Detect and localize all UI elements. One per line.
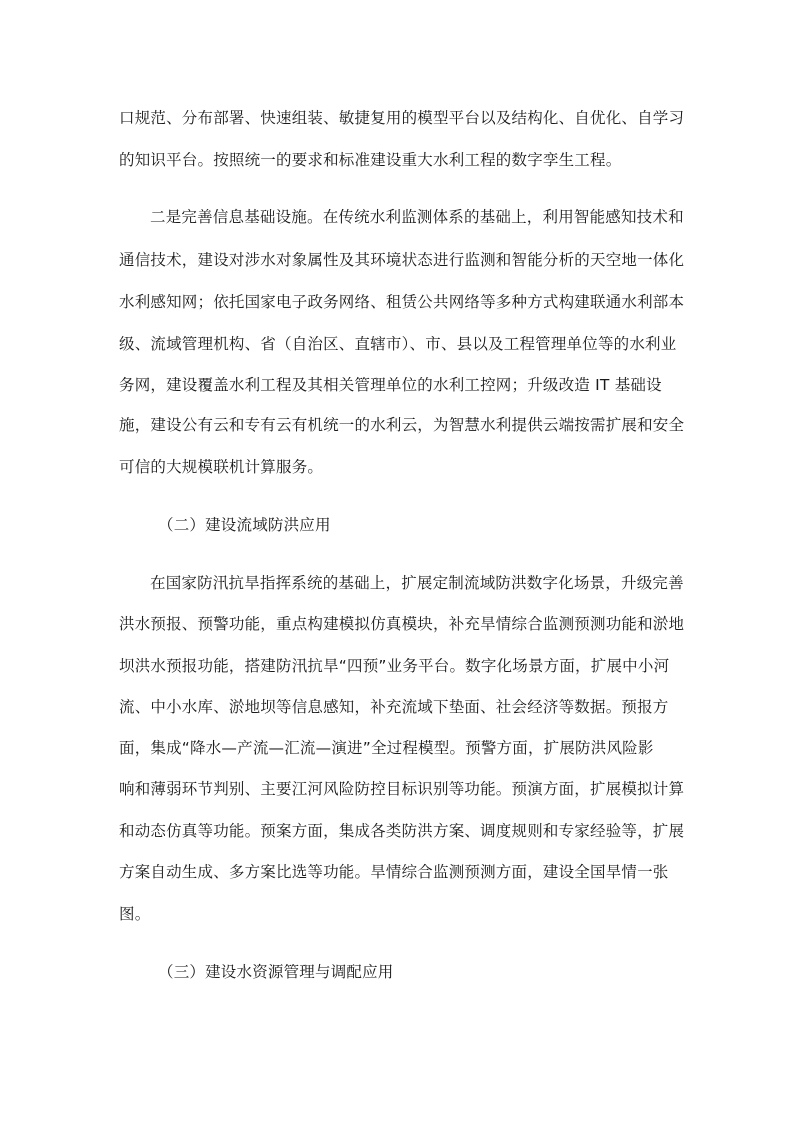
paragraph-line: 务网，建设覆盖水利工程及其相关管理单位的水利工控网；升级改造 IT 基础设: [119, 376, 662, 394]
paragraph-line: 和动态仿真等功能。预案方面，集成各类防洪方案、调度规则和专家经验等，扩展: [119, 822, 685, 840]
section-heading: （三）建设水资源管理与调配应用: [158, 963, 394, 981]
paragraph-line: 洪水预报、预警功能，重点构建模拟仿真模块，补充旱情综合监测预测功能和淤地: [119, 615, 685, 633]
section-heading: （二）建设流域防洪应用: [158, 516, 331, 534]
paragraph-line: 可信的大规模联机计算服务。: [119, 458, 324, 476]
paragraph-line: 级、流域管理机构、省（自治区、直辖市）、市、县以及工程管理单位等的水利业: [119, 335, 677, 353]
paragraph-line: 流、中小水库、淤地坝等信息感知，补充流域下垫面、社会经济等数据。预报方: [119, 698, 669, 716]
paragraph-line: 面，集成“降水—产流—汇流—演进”全过程模型。预警方面，扩展防洪风险影: [119, 739, 654, 757]
paragraph-line: 坝洪水预报功能，搭建防汛抗旱“四预”业务平台。数字化场景方面，扩展中小河: [119, 657, 670, 675]
paragraph-line: 的知识平台。按照统一的要求和标准建设重大水利工程的数字孪生工程。: [119, 151, 622, 169]
paragraph-line: 通信技术，建设对涉水对象属性及其环境状态进行监测和智能分析的天空地一体化: [119, 251, 685, 269]
paragraph-line: 在国家防汛抗旱指挥系统的基础上，扩展定制流域防洪数字化场景，升级完善: [150, 574, 684, 592]
paragraph-line: 施，建设公有云和专有云有机统一的水利云，为智慧水利提供云端按需扩展和安全: [119, 416, 685, 434]
paragraph-line: 口规范、分布部署、快速组装、敏捷复用的模型平台以及结构化、自优化、自学习: [119, 109, 685, 127]
paragraph-line: 水利感知网；依托国家电子政务网络、租赁公共网络等多种方式构建联通水利部本: [119, 293, 685, 311]
paragraph-line: 响和薄弱环节判别、主要江河风险防控目标识别等功能。预演方面，扩展模拟计算: [119, 780, 685, 798]
paragraph-line: 方案自动生成、多方案比选等功能。旱情综合监测预测方面，建设全国旱情一张: [119, 863, 669, 881]
paragraph-line: 图。: [119, 905, 151, 923]
paragraph-line: 二是完善信息基础设施。在传统水利监测体系的基础上，利用智能感知技术和: [150, 208, 684, 226]
